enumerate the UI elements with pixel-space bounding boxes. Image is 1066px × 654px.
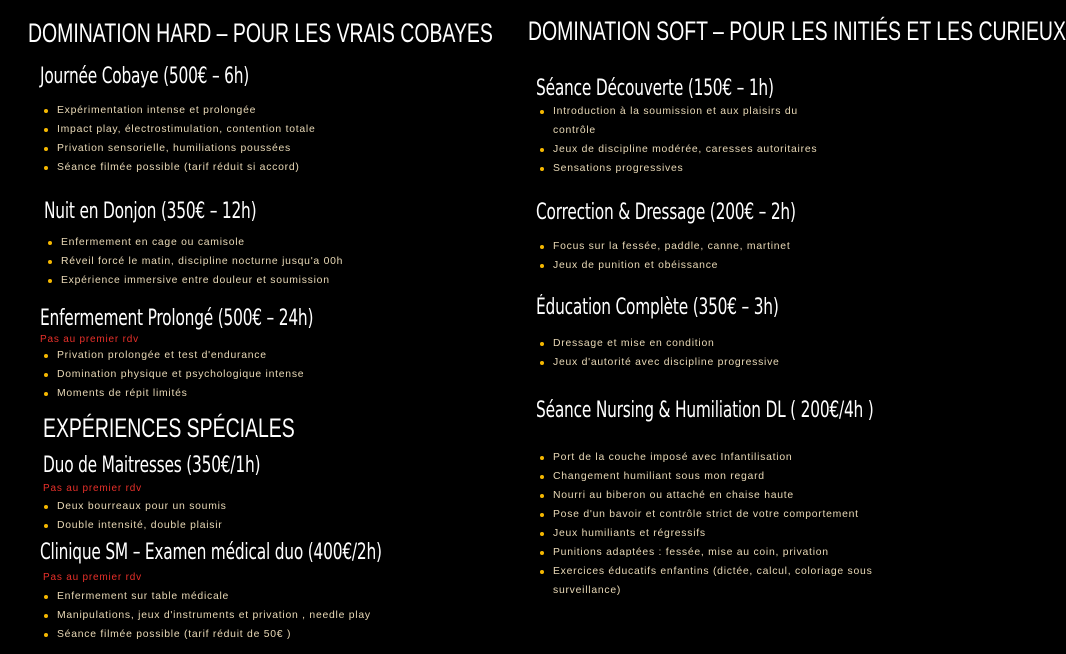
soft-section-title: DOMINATION SOFT – POUR LES INITIÉS ET LES CURIEUX xyxy=(528,16,1066,46)
hard-section-title: DOMINATION HARD – POUR LES VRAIS COBAYES xyxy=(28,18,493,48)
list-item: Expérience immersive entre douleur et soumission xyxy=(44,271,484,290)
offer-note-clinique-sm: Pas au premier rdv xyxy=(43,572,142,583)
offer-title-correction-dressage: Correction & Dressage (200€ – 2h) xyxy=(536,200,796,225)
list-item: Réveil forcé le matin, discipline nocturne jusqu'a 00h xyxy=(44,252,484,271)
offer-title-duo-de-maitresses: Duo de Maitresses (350€/1h) xyxy=(43,453,261,478)
list-item: Exercices éducatifs enfantins (dictée, calcul, coloriage sous surveillance) xyxy=(536,562,916,600)
list-item: Introduction à la soumission et aux plaisirs du contrôle xyxy=(536,102,836,140)
list-item: Enfermement sur table médicale xyxy=(40,587,490,606)
list-item: Expérimentation intense et prolongée xyxy=(40,101,480,120)
offer-items-correction-dressage xyxy=(536,237,976,275)
list-item: Impact play, électrostimulation, contention totale xyxy=(40,120,480,139)
list-item: Focus sur la fessée, paddle, canne, martinet xyxy=(536,237,976,256)
list-item: Manipulations, jeux d'instruments et privation , needle play xyxy=(40,606,490,625)
list-item: Privation prolongée et test d'endurance xyxy=(40,346,480,365)
offer-items-seance-nursing xyxy=(536,448,916,600)
offer-title-nuit-en-donjon: Nuit en Donjon (350€ – 12h) xyxy=(44,199,257,224)
list-item: Punitions adaptées : fessée, mise au coin, privation xyxy=(536,543,916,562)
offer-items-enfermement-prolonge xyxy=(40,346,480,403)
list-item: Séance filmée possible (tarif réduit de 50€ ) xyxy=(40,625,490,644)
list-item: Port de la couche imposé avec Infantilisation xyxy=(536,448,916,467)
list-item: Domination physique et psychologique intense xyxy=(40,365,480,384)
list-item: Pose d'un bavoir et contrôle strict de votre comportement xyxy=(536,505,916,524)
list-item: Nourri au biberon ou attaché en chaise haute xyxy=(536,486,916,505)
offer-title-clinique-sm: Clinique SM – Examen médical duo (400€/2h) xyxy=(40,540,382,565)
offer-title-seance-nursing: Séance Nursing & Humiliation DL ( 200€/4h ) xyxy=(536,398,874,423)
list-item: Enfermement en cage ou camisole xyxy=(44,233,484,252)
list-item: Double intensité, double plaisir xyxy=(40,516,480,535)
list-item: Jeux de discipline modérée, caresses autoritaires xyxy=(536,140,836,159)
special-section-title: EXPÉRIENCES SPÉCIALES xyxy=(43,413,295,443)
list-item: Jeux humiliants et régressifs xyxy=(536,524,916,543)
offer-note-enfermement-prolonge: Pas au premier rdv xyxy=(40,334,139,345)
offer-items-clinique-sm xyxy=(40,587,490,644)
offer-items-seance-decouverte xyxy=(536,102,836,178)
list-item: Sensations progressives xyxy=(536,159,836,178)
offer-title-enfermement-prolonge: Enfermement Prolongé (500€ – 24h) xyxy=(40,306,314,331)
offer-title-seance-decouverte: Séance Découverte (150€ – 1h) xyxy=(536,76,774,101)
list-item: Jeux de punition et obéissance xyxy=(536,256,976,275)
list-item: Deux bourreaux pour un soumis xyxy=(40,497,480,516)
offer-note-duo-de-maitresses: Pas au premier rdv xyxy=(43,483,142,494)
list-item: Changement humiliant sous mon regard xyxy=(536,467,916,486)
list-item: Moments de répit limités xyxy=(40,384,480,403)
list-item: Dressage et mise en condition xyxy=(536,334,976,353)
offer-items-nuit-en-donjon xyxy=(44,233,484,290)
offer-title-journee-cobaye: Journée Cobaye (500€ – 6h) xyxy=(40,64,250,89)
list-item: Privation sensorielle, humiliations poussées xyxy=(40,139,480,158)
offer-items-education-complete xyxy=(536,334,976,372)
list-item: Jeux d'autorité avec discipline progressive xyxy=(536,353,976,372)
list-item: Séance filmée possible (tarif réduit si accord) xyxy=(40,158,480,177)
offer-items-duo-de-maitresses xyxy=(40,497,480,535)
offer-items-journee-cobaye xyxy=(40,101,480,177)
offer-title-education-complete: Éducation Complète (350€ – 3h) xyxy=(536,295,779,320)
